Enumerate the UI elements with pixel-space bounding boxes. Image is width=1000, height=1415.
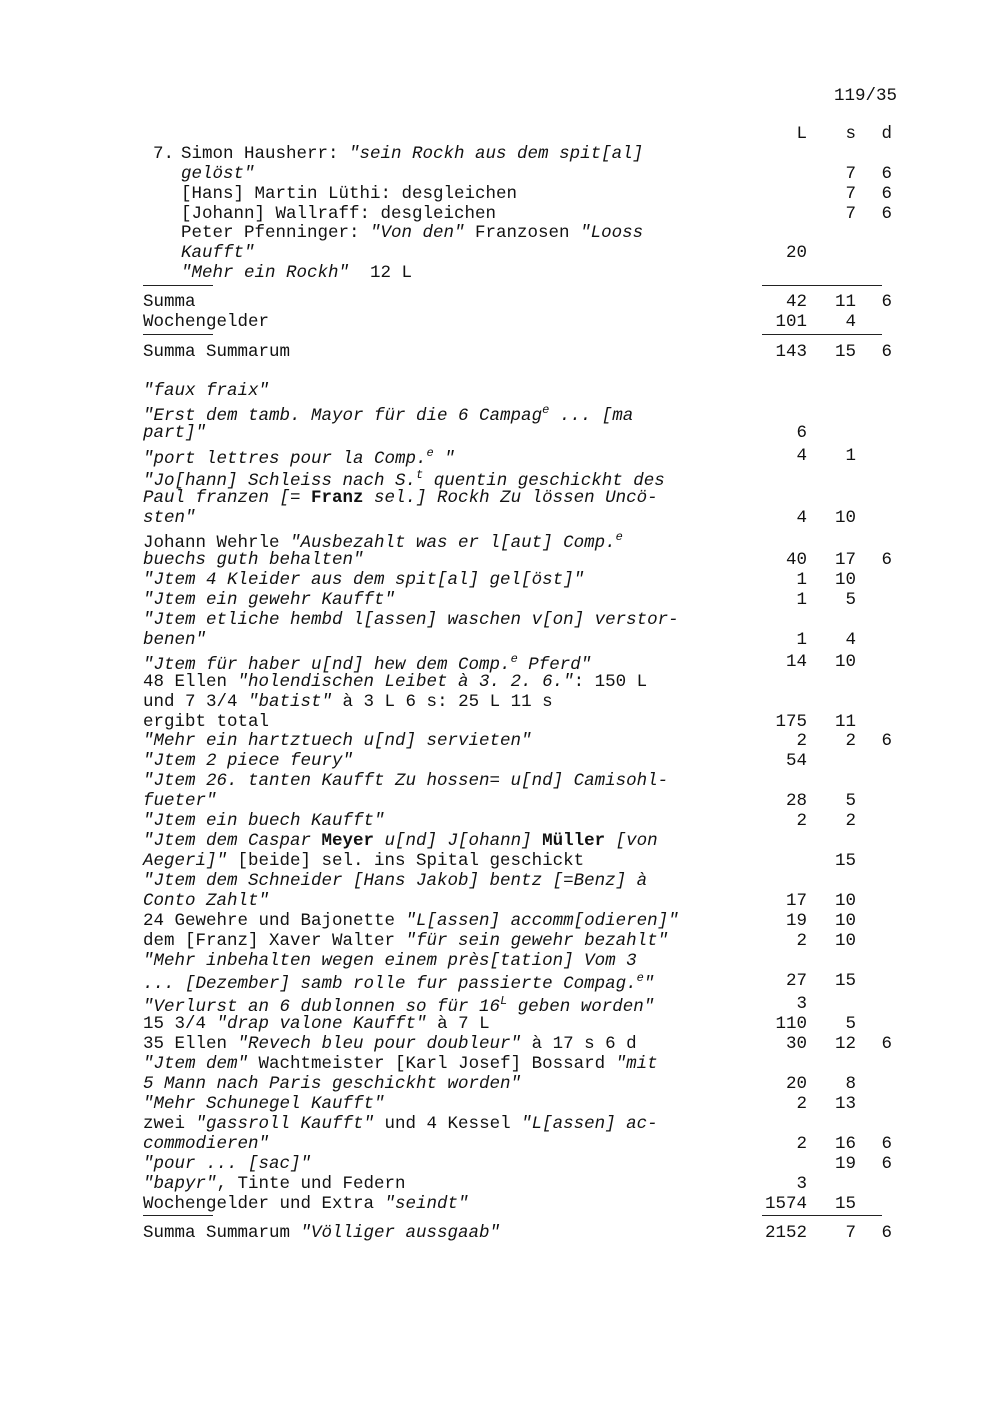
entry-text: e bbox=[510, 652, 518, 666]
amount-livres: 143 bbox=[775, 342, 807, 362]
entry-text: "pour ... [sac]" bbox=[143, 1154, 312, 1174]
entry-text: Summa Summarum bbox=[143, 342, 291, 362]
entry-text: Wachtmeister [Karl Josef] Bossard bbox=[248, 1054, 616, 1074]
entry-text: quentin geschickht des bbox=[423, 470, 665, 491]
entry-text: "Jtem 26. tanten Kaufft Zu hossen= u[nd] Camisohl- bbox=[143, 771, 669, 791]
amount-deniers: 6 bbox=[881, 1154, 892, 1174]
entry-text: [Johann] Wallraff: desgleichen bbox=[181, 204, 497, 224]
entry-text: 5 Mann nach Paris geschickht worden" bbox=[143, 1074, 522, 1094]
amount-livres: 4 bbox=[796, 508, 807, 528]
amount-livres: 2152 bbox=[764, 1223, 807, 1243]
amount-sols: 7 bbox=[845, 164, 856, 184]
entry-text: und 4 Kessel bbox=[374, 1114, 522, 1134]
amount-sols: 10 bbox=[834, 891, 856, 911]
entry-text: "sein Rockh aus dem spit[al] bbox=[349, 144, 644, 164]
entry-text: Conto Zahlt" bbox=[143, 891, 270, 911]
amount-deniers: 6 bbox=[881, 292, 892, 312]
amount-livres: 4 bbox=[796, 446, 807, 466]
entry-text: "Jtem ein gewehr Kaufft" bbox=[143, 590, 396, 610]
entry-text: Paul franzen [= bbox=[143, 488, 312, 508]
amount-sols: 11 bbox=[834, 712, 856, 732]
entry-text: Kaufft" bbox=[181, 243, 255, 263]
entry-text: benen" bbox=[143, 630, 207, 650]
entry-text: t bbox=[416, 468, 424, 482]
divider-line bbox=[143, 1215, 213, 1216]
amount-sols: 8 bbox=[845, 1074, 856, 1094]
amount-sols: 7 bbox=[845, 1223, 856, 1243]
entry-text: e bbox=[615, 530, 623, 544]
amount-sols: 15 bbox=[834, 342, 856, 362]
amount-livres: 2 bbox=[796, 811, 807, 831]
entry-text: 24 Gewehre und Bajonette bbox=[143, 911, 406, 931]
amount-livres: 1 bbox=[796, 570, 807, 590]
amount-sols: 10 bbox=[834, 931, 856, 951]
amount-livres: 14 bbox=[785, 652, 807, 672]
amount-sols: 2 bbox=[845, 731, 856, 751]
divider-line bbox=[143, 285, 213, 286]
amount-sols: 7 bbox=[845, 204, 856, 224]
entry-text: "Looss bbox=[580, 223, 644, 243]
entry-text: "L[assen] accomm[odieren]" bbox=[405, 911, 679, 931]
entry-text: "seindt" bbox=[384, 1194, 469, 1214]
entry-text: Aegeri]" bbox=[143, 851, 228, 871]
entry-text: " bbox=[433, 448, 455, 469]
entry-text: e bbox=[636, 971, 644, 985]
entry-text: Franzosen bbox=[464, 223, 581, 243]
divider-line bbox=[762, 1215, 882, 1216]
amount-sols: 4 bbox=[845, 630, 856, 650]
entry-text: u[nd] J[ohann] bbox=[374, 831, 543, 851]
amount-deniers: 6 bbox=[881, 1223, 892, 1243]
amount-sols: 5 bbox=[845, 590, 856, 610]
entry-text: "Jtem etliche hembd l[assen] waschen v[on] verstor- bbox=[143, 610, 679, 630]
amount-sols: 11 bbox=[834, 292, 856, 312]
entry-text: , Tinte und Federn bbox=[216, 1174, 406, 1194]
entry-text: dem [Franz] Xaver Walter bbox=[143, 931, 406, 951]
entry-text: sel.] Rockh Zu lössen Uncö- bbox=[363, 488, 658, 508]
amount-sols: 15 bbox=[834, 971, 856, 991]
entry-text: "für sein gewehr bezahlt" bbox=[405, 931, 669, 951]
amount-sols: 5 bbox=[845, 791, 856, 811]
amount-sols: 19 bbox=[834, 1154, 856, 1174]
entry-text: [von bbox=[605, 831, 658, 851]
amount-livres: 19 bbox=[785, 911, 807, 931]
amount-deniers: 6 bbox=[881, 164, 892, 184]
amount-livres: 110 bbox=[775, 1014, 807, 1034]
entry-text: "faux fraix" bbox=[143, 381, 270, 401]
entry-text: Peter Pfenninger: bbox=[181, 223, 371, 243]
amount-livres: 2 bbox=[796, 931, 807, 951]
entry-text: Johann Wehrle bbox=[143, 532, 291, 553]
amount-sols: 7 bbox=[845, 184, 856, 204]
column-header-sols: s bbox=[845, 124, 856, 144]
entry-text: Wochengelder und Extra bbox=[143, 1194, 385, 1214]
amount-livres: 20 bbox=[785, 243, 807, 263]
entry-text: "batist" bbox=[248, 692, 333, 712]
amount-sols: 15 bbox=[834, 1194, 856, 1214]
entry-text: Franz bbox=[311, 488, 364, 508]
amount-livres: 3 bbox=[796, 994, 807, 1014]
entry-text: commodieren" bbox=[143, 1134, 270, 1154]
entry-text: "holendischen Leibet à 3. 2. 6." bbox=[237, 672, 574, 692]
amount-deniers: 6 bbox=[881, 1134, 892, 1154]
amount-livres: 2 bbox=[796, 1094, 807, 1114]
entry-text: "Mehr inbehalten wegen einem près[tation] Vom 3 bbox=[143, 951, 637, 971]
entry-text: Pferd" bbox=[517, 654, 592, 675]
amount-sols: 10 bbox=[834, 911, 856, 931]
entry-text: Wochengelder bbox=[143, 312, 270, 332]
amount-livres: 20 bbox=[785, 1074, 807, 1094]
entry-text: und 7 3/4 bbox=[143, 692, 249, 712]
amount-deniers: 6 bbox=[881, 204, 892, 224]
entry-text: 35 Ellen bbox=[143, 1034, 238, 1054]
amount-livres: 27 bbox=[785, 971, 807, 991]
entry-text: "Mehr Schunegel Kaufft" bbox=[143, 1094, 385, 1114]
entry-text: ergibt total bbox=[143, 712, 270, 732]
amount-livres: 1574 bbox=[764, 1194, 807, 1214]
amount-sols: 4 bbox=[845, 312, 856, 332]
amount-livres: 54 bbox=[785, 751, 807, 771]
entry-text: "drap valone Kaufft" bbox=[216, 1014, 427, 1034]
amount-livres: 3 bbox=[796, 1174, 807, 1194]
entry-text: "Völliger aussgaab" bbox=[300, 1223, 501, 1243]
amount-sols: 2 bbox=[845, 811, 856, 831]
entry-text: Müller bbox=[542, 831, 606, 851]
column-header-deniers: d bbox=[881, 124, 892, 144]
entry-text: "Erst dem tamb. Mayor für die 6 Campag bbox=[143, 405, 543, 426]
entry-text: [beide] sel. ins Spital geschickt bbox=[227, 851, 585, 871]
amount-deniers: 6 bbox=[881, 342, 892, 362]
amount-livres: 40 bbox=[785, 550, 807, 570]
amount-livres: 30 bbox=[785, 1034, 807, 1054]
entry-text: "Jtem 2 piece feury" bbox=[143, 751, 354, 771]
amount-deniers: 6 bbox=[881, 731, 892, 751]
amount-livres: 2 bbox=[796, 1134, 807, 1154]
entry-text: part]" bbox=[143, 423, 207, 443]
entry-text: geben worden" bbox=[507, 996, 655, 1017]
entry-text: buechs guth behalten" bbox=[143, 550, 364, 570]
entry-text: "port lettres pour la Comp. bbox=[143, 448, 427, 469]
entry-text: fueter" bbox=[143, 791, 217, 811]
entry-text: Meyer bbox=[321, 831, 375, 851]
entry-text: "gassroll Kaufft" bbox=[195, 1114, 375, 1134]
amount-livres: 1 bbox=[796, 590, 807, 610]
entry-text: "Mehr ein hartztuech u[nd] servieten" bbox=[143, 731, 532, 751]
entry-text: "Jtem 4 Kleider aus dem spit[al] gel[öst]" bbox=[143, 570, 585, 590]
amount-livres: 1 bbox=[796, 630, 807, 650]
entry-text: : 150 L bbox=[573, 672, 648, 692]
entry-number: 7. bbox=[153, 144, 175, 164]
amount-livres: 6 bbox=[796, 423, 807, 443]
amount-sols: 10 bbox=[834, 570, 856, 590]
entry-text: "mit bbox=[615, 1054, 658, 1074]
divider-line bbox=[762, 334, 882, 335]
entry-text: Summa bbox=[143, 292, 196, 312]
amount-livres: 17 bbox=[785, 891, 807, 911]
entry-text: 15 3/4 bbox=[143, 1014, 217, 1034]
entry-text: "Jtem für haber u[nd] hew dem Comp. bbox=[143, 654, 511, 675]
amount-sols: 5 bbox=[845, 1014, 856, 1034]
entry-text: à 17 s 6 d bbox=[521, 1034, 637, 1054]
entry-text: "Von den" bbox=[370, 223, 465, 243]
entry-text: "Ausbezahlt was er l[aut] Comp. bbox=[290, 532, 616, 553]
amount-deniers: 6 bbox=[881, 184, 892, 204]
entry-text: "Mehr ein Rockh" bbox=[181, 263, 350, 283]
divider-line bbox=[762, 285, 882, 286]
divider-line bbox=[143, 334, 213, 335]
entry-text: e bbox=[426, 446, 434, 460]
entry-text: Summa Summarum bbox=[143, 1223, 301, 1243]
column-header-livres: L bbox=[796, 124, 807, 144]
entry-text: "bapyr" bbox=[143, 1174, 217, 1194]
entry-text: e bbox=[542, 403, 550, 417]
entry-text: 48 Ellen bbox=[143, 672, 238, 692]
entry-text: 12 L bbox=[349, 263, 413, 283]
amount-sols: 13 bbox=[834, 1094, 856, 1114]
entry-text: [Hans] Martin Lüthi: desgleichen bbox=[181, 184, 518, 204]
amount-livres: 42 bbox=[785, 292, 807, 312]
amount-sols: 16 bbox=[834, 1134, 856, 1154]
entry-text: "Verlurst an 6 dublonnen so für 16 bbox=[143, 996, 501, 1017]
entry-text: à 7 L bbox=[426, 1014, 490, 1034]
amount-deniers: 6 bbox=[881, 550, 892, 570]
entry-text: "L[assen] ac- bbox=[521, 1114, 658, 1134]
amount-sols: 12 bbox=[834, 1034, 856, 1054]
amount-sols: 1 bbox=[845, 446, 856, 466]
entry-text: ... [ma bbox=[549, 405, 634, 426]
amount-deniers: 6 bbox=[881, 1034, 892, 1054]
entry-text: à 3 L 6 s: 25 L 11 s bbox=[332, 692, 553, 712]
entry-text: L bbox=[500, 994, 508, 1008]
entry-text: " bbox=[643, 973, 655, 994]
entry-text: "Jtem dem Caspar bbox=[143, 831, 322, 851]
entry-text: gelöst" bbox=[181, 164, 255, 184]
amount-sols: 10 bbox=[834, 652, 856, 672]
amount-livres: 175 bbox=[775, 712, 807, 732]
entry-text: "Jtem dem Schneider [Hans Jakob] bentz [=Benz] à bbox=[143, 871, 648, 891]
amount-livres: 28 bbox=[785, 791, 807, 811]
amount-livres: 2 bbox=[796, 731, 807, 751]
entry-text: "Jo[hann] Schleiss nach S. bbox=[143, 470, 417, 491]
entry-text: ... [Dezember] samb rolle fur passierte Compag. bbox=[143, 973, 637, 994]
entry-text: Simon Hausherr: bbox=[181, 144, 350, 164]
entry-text: "Revech bleu pour doubleur" bbox=[237, 1034, 522, 1054]
entry-text: "Jtem dem" bbox=[143, 1054, 249, 1074]
entry-text: zwei bbox=[143, 1114, 196, 1134]
page-number: 119/35 bbox=[834, 86, 898, 106]
amount-sols: 17 bbox=[834, 550, 856, 570]
amount-sols: 15 bbox=[834, 851, 856, 871]
entry-text: sten" bbox=[143, 508, 196, 528]
amount-livres: 101 bbox=[775, 312, 807, 332]
entry-text: "Jtem ein buech Kaufft" bbox=[143, 811, 385, 831]
amount-sols: 10 bbox=[834, 508, 856, 528]
